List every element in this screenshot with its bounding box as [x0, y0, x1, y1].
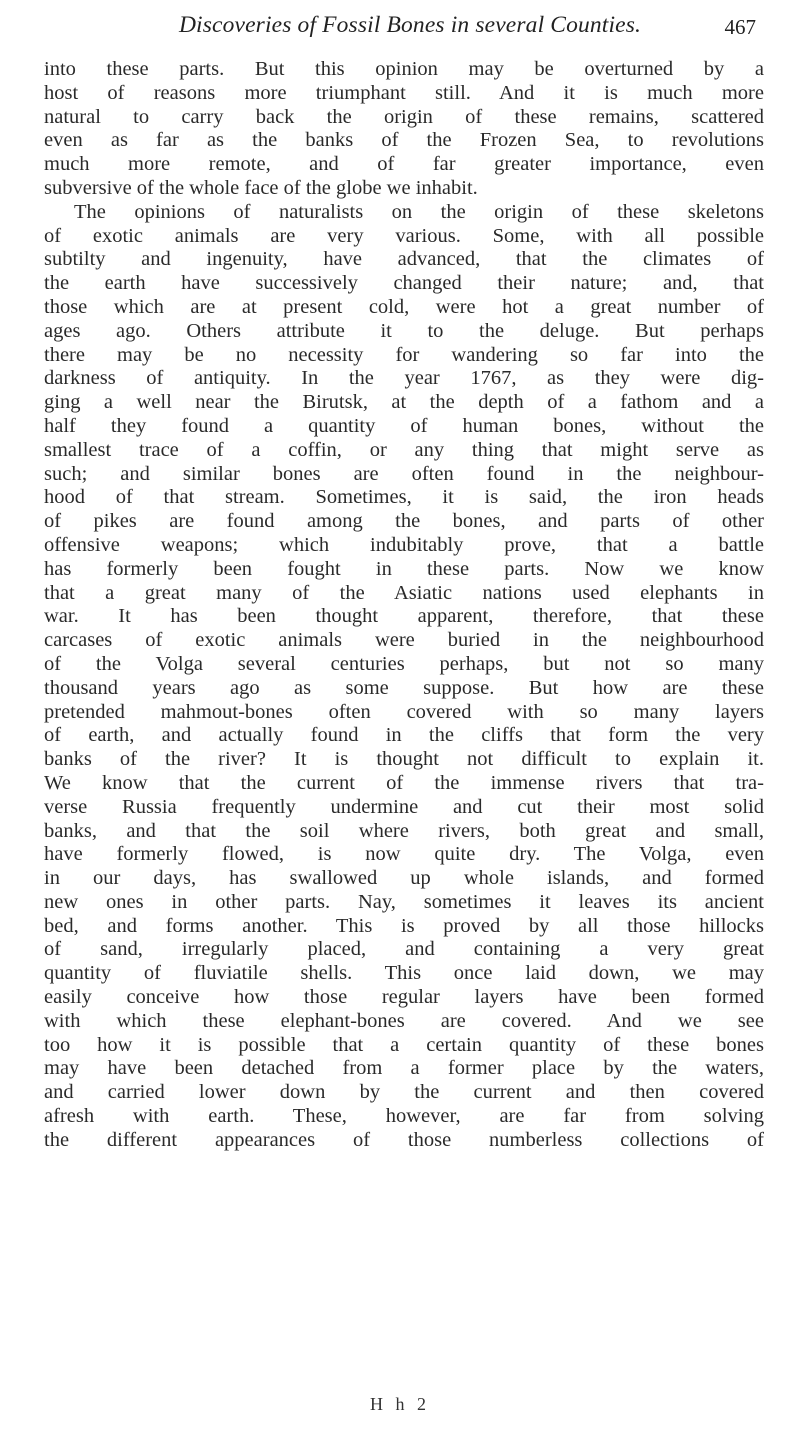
text-line: that a great many of the Asiatic nations used elephants in [44, 581, 764, 604]
text-line: of earth, and actually found in the cliffs that form the very [44, 724, 764, 747]
text-line: of the Volga several centuries perhaps, but not so many [44, 652, 764, 675]
text-line: quantity of fluviatile shells. This once laid down, we may [44, 962, 764, 985]
text-line: host of reasons more triumphant still. And it is much more [44, 81, 764, 104]
text-line: those which are at present cold, were hot a great number of [44, 295, 764, 318]
text-line: have formerly flowed, is now quite dry. The Volga, even [44, 843, 764, 866]
text-line: too how it is possible that a certain quantity of these bones [44, 1033, 764, 1056]
text-line: into these parts. But this opinion may be overturned by a [44, 58, 764, 80]
text-line: banks, and that the soil where rivers, both great and small, [44, 819, 764, 842]
text-line: smallest trace of a coffin, or any thing that might serve as [44, 438, 764, 461]
text-line: ages ago. Others attribute it to the deluge. But perhaps [44, 319, 764, 342]
text-line: the earth have successively changed their nature; and, that [44, 272, 764, 295]
text-line: afresh with earth. These, however, are far from solving [44, 1105, 764, 1128]
text-line: new ones in other parts. Nay, sometimes it leaves its ancient [44, 890, 764, 913]
text-line: of sand, irregularly placed, and containing a very great [44, 938, 764, 961]
text-line: The opinions of naturalists on the origin of these skeletons [74, 200, 764, 223]
signature-mark: H h 2 [370, 1394, 430, 1414]
text-line: there may be no necessity for wandering so far into the [44, 343, 764, 366]
text-line: half they found a quantity of human bones, without the [44, 414, 764, 437]
text-line: even as far as the banks of the Frozen Sea, to revolutions [44, 129, 764, 152]
text-line: the different appearances of those numberless collections of [44, 1128, 764, 1151]
text-line: in our days, has swallowed up whole islands, and formed [44, 867, 764, 890]
body-text [44, 58, 764, 1153]
text-line: offensive weapons; which indubitably prove, that a battle [44, 533, 764, 556]
text-line: of exotic animals are very various. Some, with all possible [44, 224, 764, 247]
running-title: Discoveries of Fossil Bones in several Counties. [178, 12, 642, 38]
running-head [100, 12, 756, 48]
text-line: darkness of antiquity. In the year 1767, as they were dig- [44, 367, 764, 390]
text-line: such; and similar bones are often found in the neighbour- [44, 462, 764, 485]
page-number: 467 [724, 15, 756, 39]
text-line: of pikes are found among the bones, and parts of other [44, 510, 764, 533]
text-line: bed, and forms another. This is proved by all those hillocks [44, 914, 764, 937]
text-line: hood of that stream. Sometimes, it is said, the iron heads [44, 486, 764, 509]
text-line: natural to carry back the origin of these remains, scattered [44, 105, 764, 128]
text-line: may have been detached from a former place by the waters, [44, 1057, 764, 1080]
text-line: easily conceive how those regular layers have been formed [44, 986, 764, 1009]
text-line: subtilty and ingenuity, have advanced, that the climates of [44, 248, 764, 271]
text-line: ging a well near the Birutsk, at the depth of a fathom and a [44, 391, 764, 414]
text-line: much more remote, and of far greater importance, even [44, 153, 764, 176]
text-line: and carried lower down by the current and then covered [44, 1081, 764, 1104]
text-line: carcases of exotic animals were buried in the neighbourhood [44, 629, 764, 652]
text-line: pretended mahmout-bones often covered with so many layers [44, 700, 764, 723]
text-line: banks of the river? It is thought not difficult to explain it. [44, 748, 764, 771]
text-line: with which these elephant-bones are covered. And we see [44, 1009, 764, 1032]
text-line: We know that the current of the immense rivers that tra- [44, 771, 764, 794]
text-line: subversive of the whole face of the globe we inhabit. [44, 176, 478, 199]
text-line: has formerly been fought in these parts. Now we know [44, 557, 764, 580]
text-line: thousand years ago as some suppose. But how are these [44, 676, 764, 699]
text-line: war. It has been thought apparent, therefore, that these [44, 605, 764, 628]
text-line: verse Russia frequently undermine and cut their most solid [44, 795, 764, 818]
